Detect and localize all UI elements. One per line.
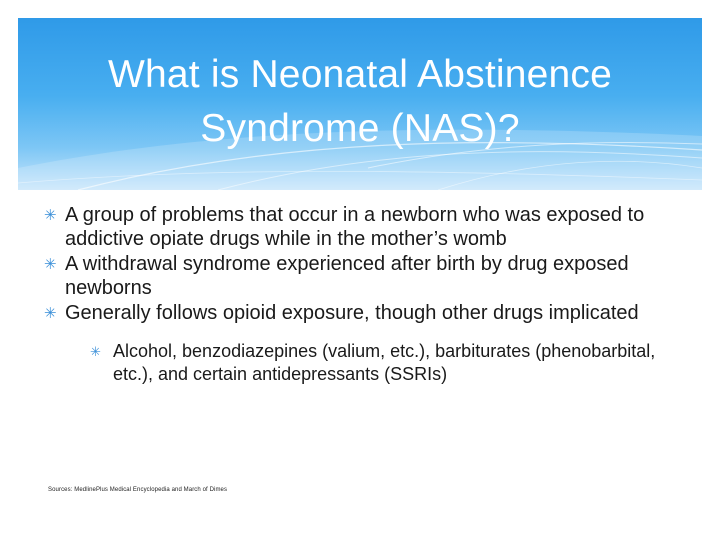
title-line-2: Syndrome (NAS)?	[200, 107, 520, 150]
bullet-text: Generally follows opioid exposure, though other drugs implicated	[65, 302, 639, 324]
bullet-text: A withdrawal syndrome experienced after birth by drug exposed newborns	[65, 253, 629, 299]
bullet-item	[44, 253, 684, 300]
asterisk-bullet-icon: ✳	[44, 305, 57, 322]
bullet-list	[44, 204, 684, 386]
sub-bullet-item	[84, 340, 684, 386]
asterisk-bullet-icon: ✳	[44, 207, 57, 224]
slide-title	[18, 48, 702, 156]
asterisk-bullet-icon: ✳	[90, 343, 101, 359]
sub-bullet-text: Alcohol, benzodiazepines (valium, etc.), barbiturates (phenobarbital, etc.), and certain antidepressants (SSRIs)	[113, 340, 656, 384]
title-band	[18, 18, 702, 190]
source-citation: Sources: MedlinePlus Medical Encyclopedia and March of Dimes	[48, 487, 228, 493]
bullet-item	[44, 302, 684, 326]
bullet-item	[44, 204, 684, 251]
title-line-1: What is Neonatal Abstinence	[107, 53, 613, 96]
bullet-text: A group of problems that occur in a newborn who was exposed to addictive opiate drugs while in the mother’s womb	[65, 204, 645, 250]
asterisk-bullet-icon: ✳	[44, 256, 57, 273]
